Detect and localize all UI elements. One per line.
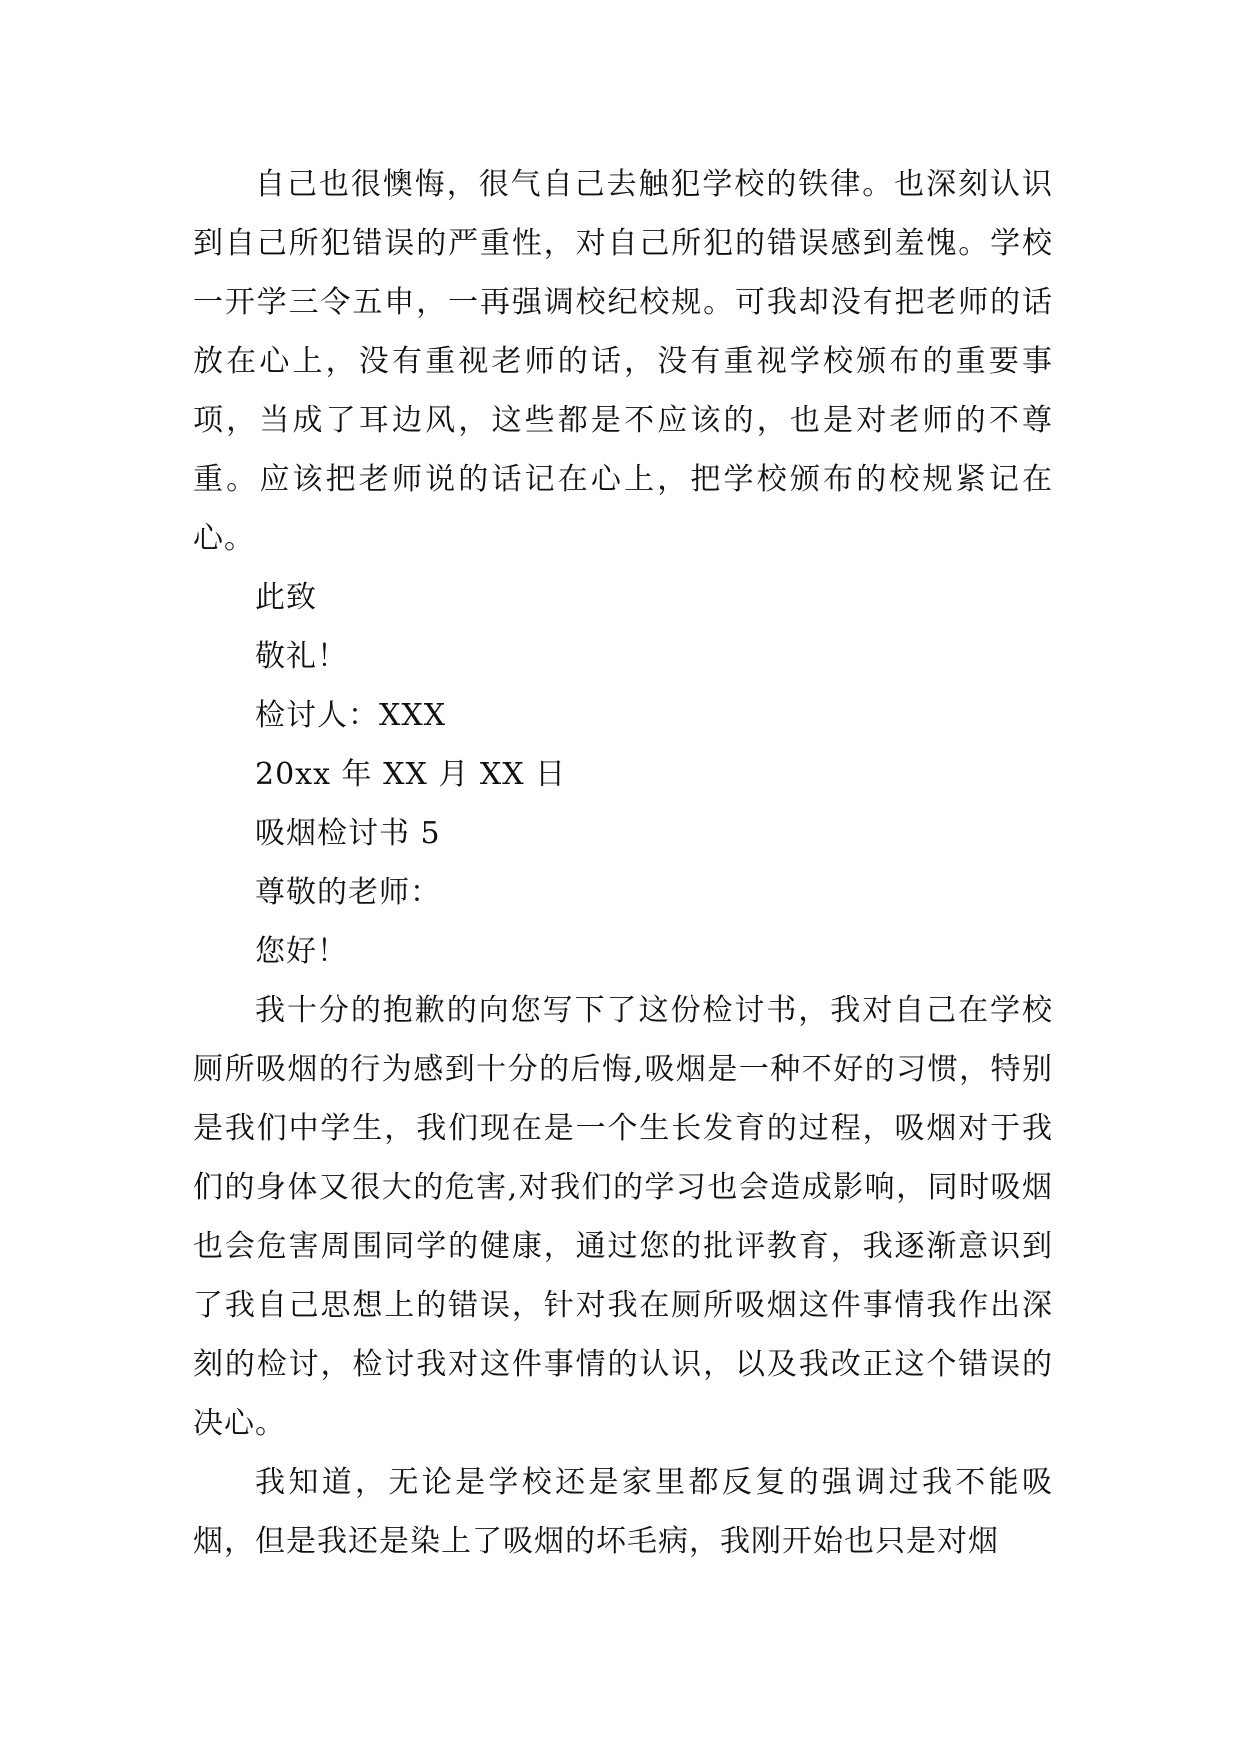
document-body: [193, 155, 1053, 1571]
section-title: 吸烟检讨书 5: [255, 816, 441, 851]
signer-line: 检讨人：XXX: [255, 698, 447, 733]
body-paragraph-1: 我十分的抱歉的向您写下了这份检讨书，我对自己在学校厕所吸烟的行为感到十分的后悔,吸烟是一种不好的习惯，特别是我们中学生，我们现在是一个生长发育的过程，吸烟对于我们的身体又很大的危害,对我们的学习也会造成影响，同时吸烟也会危害周围同学的健康，通过您的批评教育，我逐渐意识到了我自己思想上的错误，针对我在厕所吸烟这件事情我作出深刻的检讨，检讨我对这件事情的认识，以及我改正这个错误的决心。: [193, 993, 1053, 1441]
date-line: 20xx 年 XX 月 XX 日: [255, 757, 567, 792]
body-paragraph-2: 我知道，无论是学校还是家里都反复的强调过我不能吸烟，但是我还是染上了吸烟的坏毛病，我刚开始也只是对烟: [193, 1465, 1053, 1559]
salutation: 尊敬的老师：: [255, 875, 441, 910]
closing-line-1: 此致: [255, 580, 317, 615]
paragraph-regret: 自己也很懊悔，很气自己去触犯学校的铁律。也深刻认识到自己所犯错误的严重性，对自己所犯的错误感到羞愧。学校一开学三令五申，一再强调校纪校规。可我却没有把老师的话放在心上，没有重视老师的话，没有重视学校颁布的重要事项，当成了耳边风，这些都是不应该的，也是对老师的不尊重。应该把老师说的话记在心上，把学校颁布的校规紧记在心。: [193, 167, 1053, 556]
greeting: 您好！: [255, 934, 348, 969]
closing-line-2: 敬礼！: [255, 639, 348, 674]
